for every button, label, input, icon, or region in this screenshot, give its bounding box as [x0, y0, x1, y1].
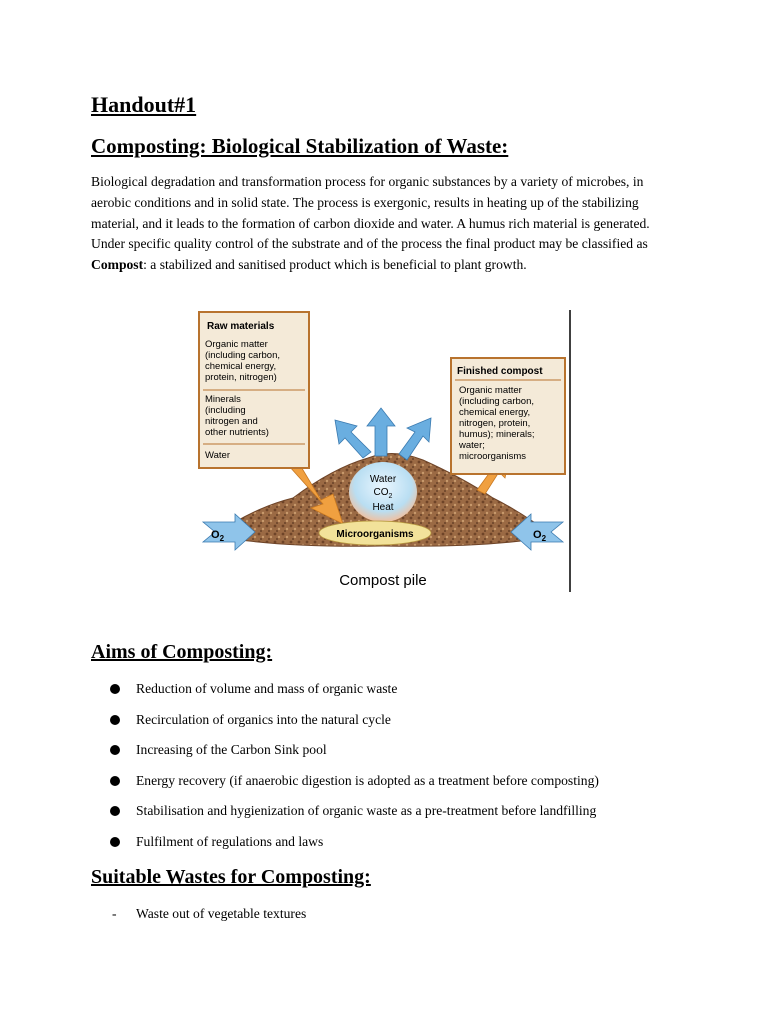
- finished-compost-text: Organic matter (including carbon, chemical energy, nitrogen, protein, humus); minerals; water; microorganisms: [459, 385, 535, 462]
- aims-item: [110, 770, 599, 801]
- raw-materials-title: Raw materials: [207, 321, 275, 332]
- aims-item: [110, 678, 599, 709]
- aims-heading: Aims of Composting:: [91, 641, 273, 663]
- bullet-icon: [110, 837, 120, 847]
- aims-list: [110, 678, 599, 862]
- aims-item: [110, 709, 599, 740]
- document-title: Composting: Biological Stabilization of Waste:: [91, 134, 509, 158]
- compost-pile-label: Compost pile: [339, 572, 427, 589]
- aims-item-text: Increasing of the Carbon Sink pool: [136, 742, 327, 758]
- bullet-icon: [110, 776, 120, 786]
- raw-organic-text: Organic matter (including carbon, chemical energy, protein, nitrogen): [205, 339, 280, 383]
- aims-item-text: Energy recovery (if anaerobic digestion is adopted as a treatment before composting): [136, 772, 599, 788]
- composting-diagram-svg: [193, 308, 573, 592]
- bullet-icon: [110, 684, 120, 694]
- handout-heading: Handout#1: [91, 92, 197, 117]
- raw-minerals-text: Minerals (including nitrogen and other nutrients): [205, 394, 269, 438]
- bullet-icon: [110, 806, 120, 816]
- wastes-list: [112, 904, 306, 924]
- vapor-arrow-right: [399, 418, 431, 460]
- microorganisms-label: Microorganisms: [336, 529, 414, 540]
- intro-text-2: : a stabilized and sanitised product which is beneficial to plant growth.: [143, 257, 527, 273]
- bullet-icon: [110, 715, 120, 725]
- intro-bold-term: Compost: [91, 257, 144, 273]
- finished-compost-title: Finished compost: [457, 366, 543, 377]
- aims-item-text: Fulfilment of regulations and laws: [136, 833, 324, 849]
- aims-item-text: Recirculation of organics into the natural cycle: [136, 711, 391, 727]
- vapor-arrow-left: [335, 420, 371, 458]
- aims-item-text: Stabilisation and hygienization of organic waste as a pre-treatment before landfilling: [136, 803, 597, 819]
- intro-paragraph: [91, 172, 681, 276]
- center-water-label: Water: [369, 474, 397, 485]
- wastes-heading: Suitable Wastes for Composting:: [91, 866, 371, 888]
- aims-item: [110, 800, 599, 831]
- wastes-item-text: Waste out of vegetable textures: [136, 906, 307, 921]
- dash-marker: -: [112, 906, 117, 921]
- o2-left-label: $O_2$: [211, 529, 225, 543]
- aims-item-text: Reduction of volume and mass of organic waste: [136, 681, 398, 696]
- center-heat-label: Heat: [372, 502, 394, 513]
- aims-item: [110, 831, 599, 862]
- bullet-icon: [110, 745, 120, 755]
- o2-right-label: $O_2$: [533, 529, 547, 543]
- composting-diagram: [193, 308, 573, 592]
- center-co2-label: $CO_2$: [373, 487, 393, 500]
- vapor-arrow-up: [367, 408, 395, 456]
- intro-text-1: Biological degradation and transformation process for organic substances by a variety of microbes, in aerobic conditions and in solid state. The process is exergonic, results in heating up of the stabilizing material, and it leads to the formation of carbon dioxide and water. A humus rich material is generated. Under specific quality control of the substrate and of the process the final product may be classified as: [91, 174, 650, 252]
- wastes-item: [112, 904, 306, 924]
- aims-item: [110, 739, 599, 770]
- raw-water-text: Water: [205, 450, 230, 461]
